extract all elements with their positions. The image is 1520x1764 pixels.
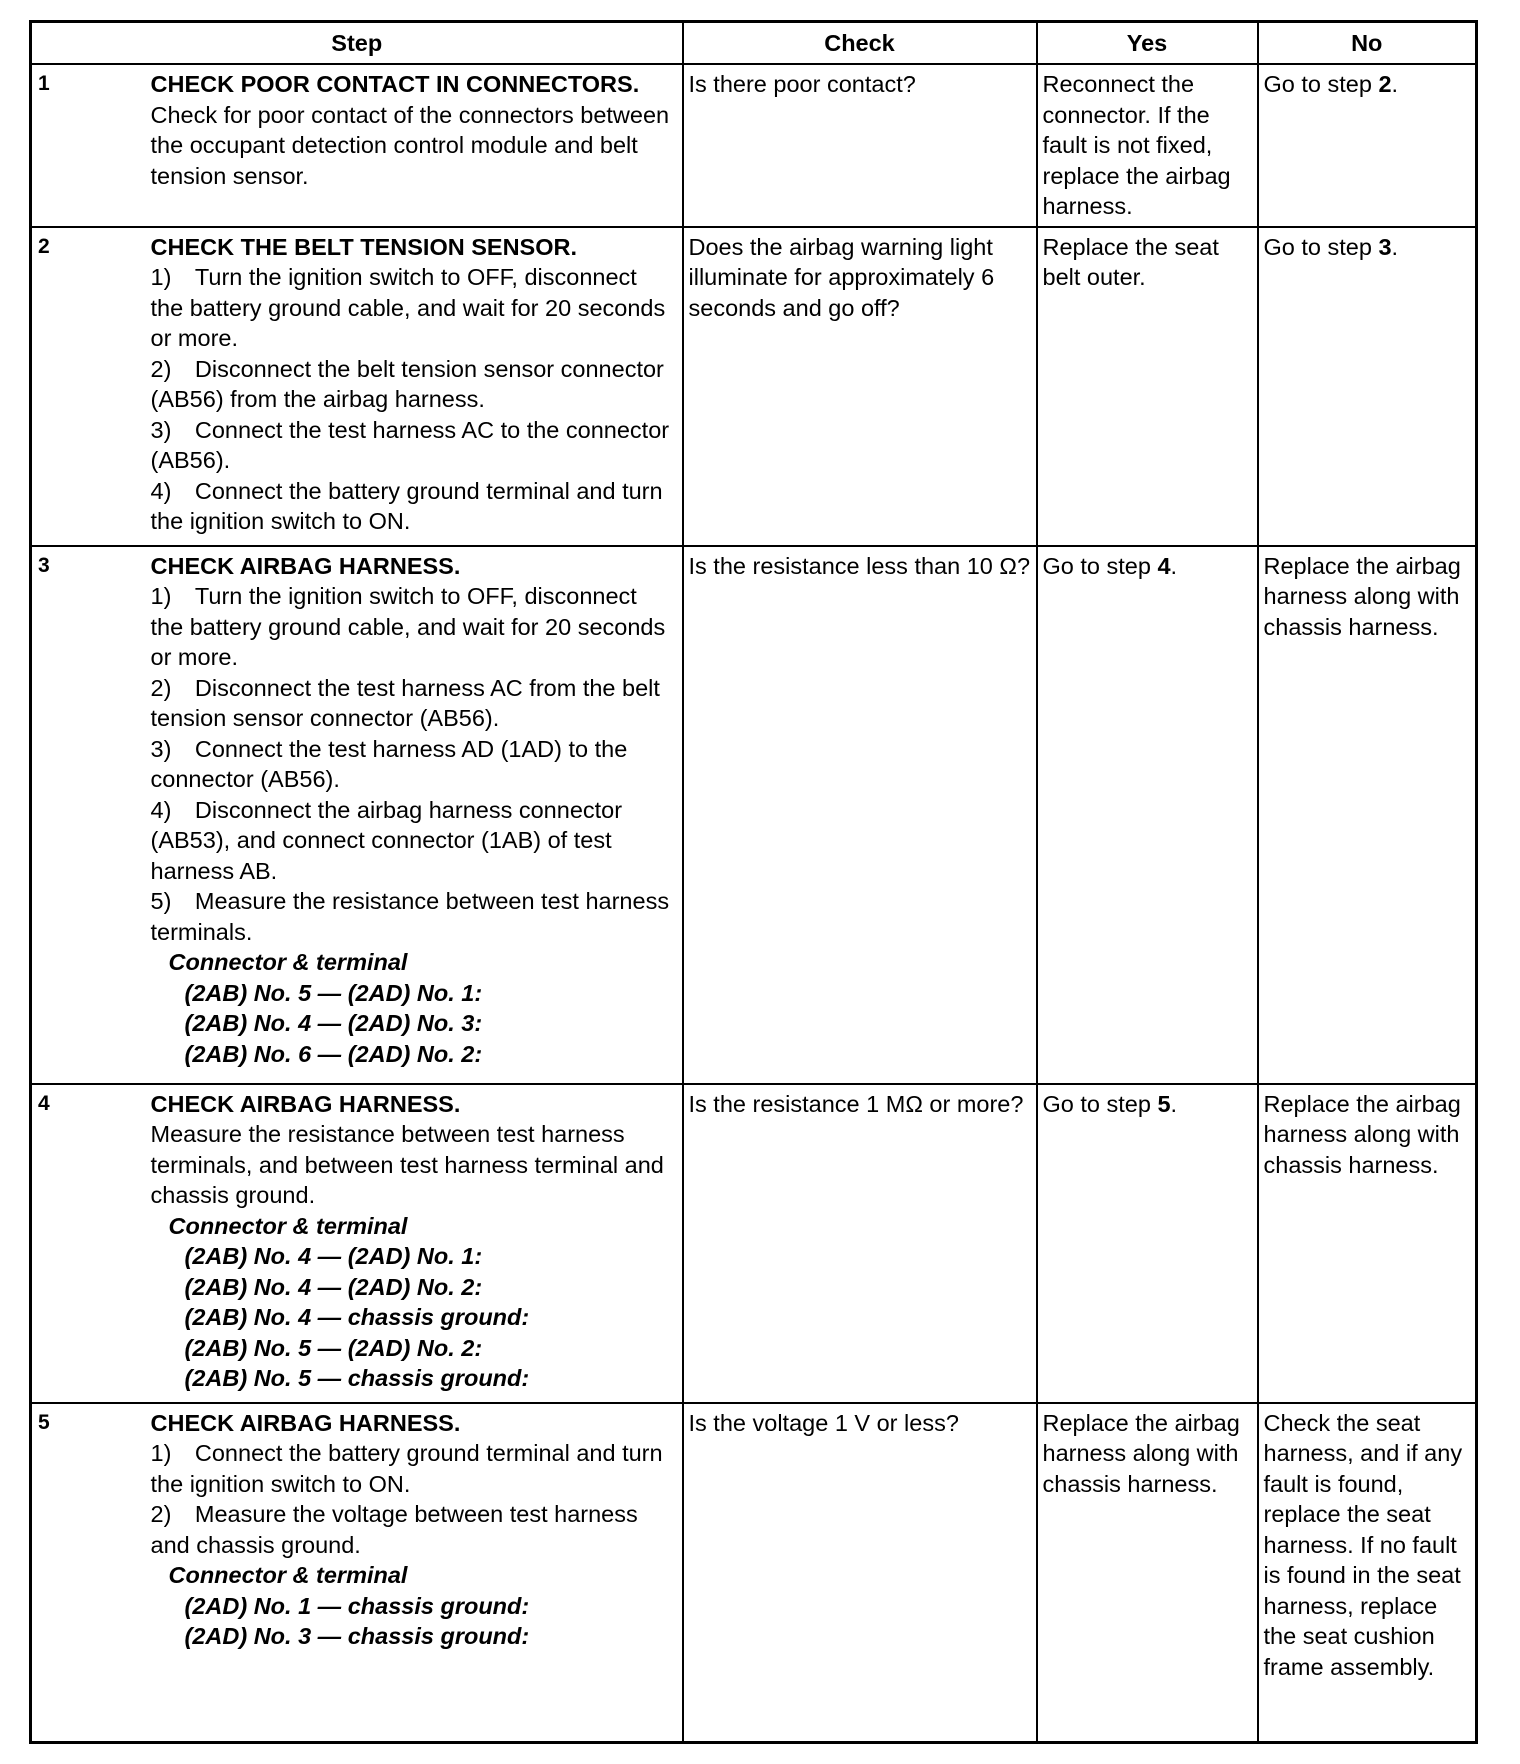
check-question: Is the voltage 1 V or less? (683, 1403, 1037, 1743)
step-instruction: 1) Turn the ignition switch to OFF, disconnect the battery ground cable, and wait for 20 seconds or more. (150, 583, 666, 671)
step-instruction: 4) Disconnect the airbag harness connector (AB53), and connect connector (1AB) of test harness AB. (150, 796, 623, 884)
step-number: 3 (31, 546, 151, 1084)
yes-action (1037, 546, 1258, 1084)
connector-terminal-item: (2AB) No. 4 — (2AD) No. 1: (184, 1243, 483, 1270)
header-check: Check (683, 22, 1037, 65)
yes-action: Reconnect the connector. If the fault is not fixed, replace the airbag harness. (1037, 64, 1258, 227)
check-question: Does the airbag warning light illuminate for approximately 6 seconds and go off? (683, 227, 1037, 546)
step-number: 5 (31, 1403, 151, 1743)
step-title: CHECK AIRBAG HARNESS. (150, 1409, 461, 1436)
connector-terminal-heading: Connector & terminal (168, 949, 408, 976)
step-instruction: 5) Measure the resistance between test harness terminals. (150, 888, 670, 945)
check-question: Is the resistance less than 10 Ω? (683, 546, 1037, 1084)
step-description (151, 1084, 683, 1403)
no-goto-text: Go to step (1263, 233, 1379, 260)
step-instruction: 4) Connect the battery ground terminal and turn the ignition switch to ON. (150, 477, 663, 535)
no-action (1258, 64, 1477, 227)
connector-terminal-item: (2AB) No. 5 — (2AD) No. 2: (184, 1334, 483, 1361)
no-goto-step-link[interactable]: 3 (1378, 233, 1392, 260)
yes-action: Replace the seat belt outer. (1037, 227, 1258, 546)
table-row (31, 64, 1477, 227)
yes-goto-suffix: . (1170, 1090, 1178, 1117)
step-instruction: 3) Connect the test harness AD (1AD) to the connector (AB56). (150, 735, 628, 793)
step-title: CHECK POOR CONTACT IN CONNECTORS. (150, 71, 640, 97)
diagnostic-table (29, 20, 1478, 1744)
table-row (31, 1403, 1477, 1743)
table-row (31, 1084, 1477, 1403)
header-yes: Yes (1037, 22, 1258, 65)
yes-goto-suffix: . (1170, 552, 1178, 579)
step-description (151, 1403, 683, 1743)
table-header-row (31, 22, 1477, 65)
step-description (151, 546, 683, 1084)
step-title: CHECK AIRBAG HARNESS. (150, 1090, 461, 1117)
no-goto-text: Go to step (1263, 71, 1379, 97)
step-instruction: Check for poor contact of the connectors between the occupant detection control module and belt tension sensor. (150, 101, 670, 189)
check-question: Is there poor contact? (683, 64, 1037, 227)
no-goto-step-link[interactable]: 2 (1378, 71, 1392, 97)
step-description (151, 227, 683, 546)
yes-goto-text: Go to step (1042, 552, 1158, 579)
header-no: No (1258, 22, 1477, 65)
step-description (151, 64, 683, 227)
step-instruction: Measure the resistance between test harness terminals, and between test harness terminal and chassis ground. (150, 1121, 664, 1209)
connector-terminal-item: (2AB) No. 4 — (2AD) No. 2: (184, 1273, 483, 1300)
yes-action: Replace the airbag harness along with chassis harness. (1037, 1403, 1258, 1743)
step-number: 4 (31, 1084, 151, 1403)
connector-terminal-item: (2AD) No. 1 — chassis ground: (184, 1592, 530, 1619)
step-instruction: 2) Disconnect the belt tension sensor connector (AB56) from the airbag harness. (150, 355, 664, 413)
no-action (1258, 227, 1477, 546)
yes-goto-step-link[interactable]: 5 (1157, 1090, 1171, 1117)
no-goto-suffix: . (1391, 233, 1399, 260)
header-step: Step (31, 22, 683, 65)
step-instruction: 3) Connect the test harness AC to the connector (AB56). (150, 416, 670, 474)
connector-terminal-item: (2AB) No. 5 — (2AD) No. 1: (184, 979, 483, 1006)
step-instruction: 1) Connect the battery ground terminal and turn the ignition switch to ON. (150, 1440, 663, 1497)
step-title: CHECK THE BELT TENSION SENSOR. (150, 233, 578, 260)
connector-terminal-item: (2AB) No. 4 — (2AD) No. 3: (184, 1010, 483, 1037)
connector-terminal-item: (2AB) No. 6 — (2AD) No. 2: (184, 1040, 483, 1067)
no-action: Check the seat harness, and if any fault is found, replace the seat harness. If no fault is found in the seat harness, replace the seat cushion frame assembly. (1258, 1403, 1477, 1743)
no-action: Replace the airbag harness along with chassis harness. (1258, 1084, 1477, 1403)
no-goto-suffix: . (1391, 71, 1399, 97)
connector-terminal-heading: Connector & terminal (168, 1562, 408, 1589)
connector-terminal-heading: Connector & terminal (168, 1212, 408, 1239)
connector-terminal-item: (2AB) No. 4 — chassis ground: (184, 1304, 530, 1331)
step-number: 1 (31, 64, 151, 227)
table-body (31, 64, 1477, 1743)
step-title: CHECK AIRBAG HARNESS. (150, 552, 461, 579)
connector-terminal-item: (2AD) No. 3 — chassis ground: (184, 1623, 530, 1650)
step-instruction: 2) Disconnect the test harness AC from the belt tension sensor connector (AB56). (150, 674, 660, 732)
step-instruction: 2) Measure the voltage between test harness and chassis ground. (150, 1501, 638, 1558)
table-row (31, 546, 1477, 1084)
connector-terminal-item: (2AB) No. 5 — chassis ground: (184, 1365, 530, 1392)
check-question: Is the resistance 1 MΩ or more? (683, 1084, 1037, 1403)
yes-action (1037, 1084, 1258, 1403)
yes-goto-text: Go to step (1042, 1090, 1158, 1117)
step-instruction: 1) Turn the ignition switch to OFF, disconnect the battery ground cable, and wait for 20 seconds or more. (150, 264, 666, 352)
table-row (31, 227, 1477, 546)
step-number: 2 (31, 227, 151, 546)
no-action: Replace the airbag harness along with chassis harness. (1258, 546, 1477, 1084)
yes-goto-step-link[interactable]: 4 (1157, 552, 1171, 579)
